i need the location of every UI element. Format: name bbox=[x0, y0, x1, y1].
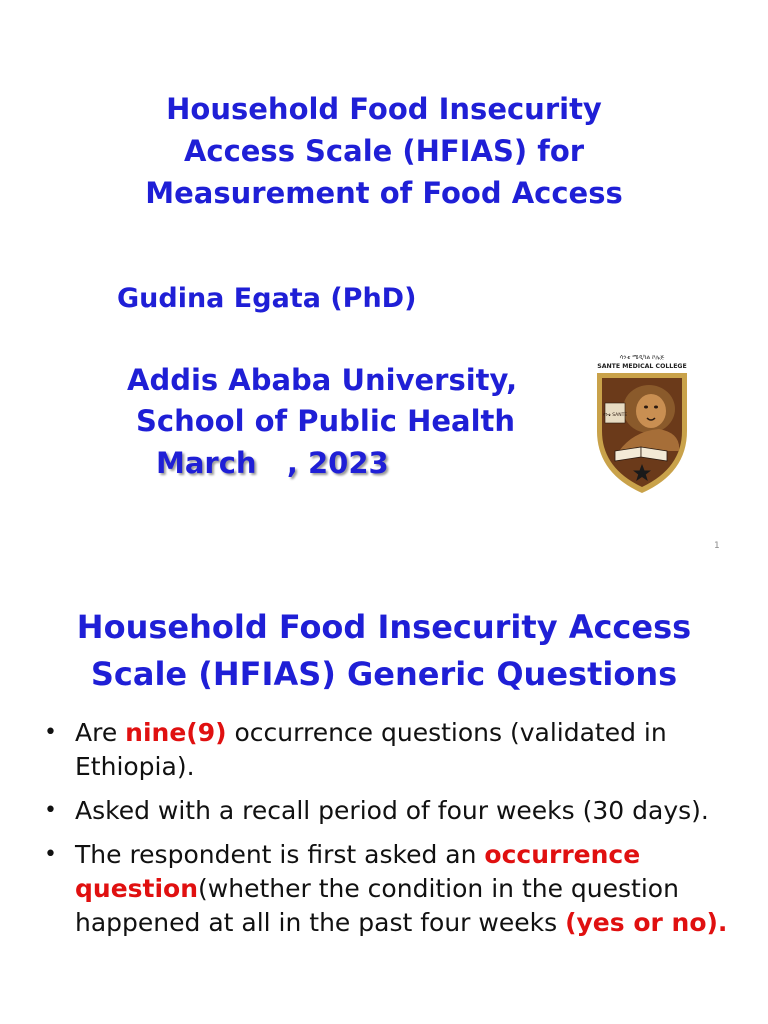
bullet-list bbox=[40, 716, 730, 950]
bullet-text: Are bbox=[75, 718, 126, 747]
slide-2-title bbox=[0, 604, 768, 698]
title-line-2: Access Scale (HFIAS) for bbox=[183, 134, 585, 168]
bullet-text: The respondent is first asked an bbox=[75, 840, 485, 869]
slide-2 bbox=[0, 576, 768, 1024]
bullet-item bbox=[40, 838, 730, 940]
title-line-1: Household Food Insecurity bbox=[166, 92, 602, 126]
bullet-icon: • bbox=[44, 720, 57, 745]
logo-amharic-text: ሳንቴ ሜዲካል ኮሌጅ bbox=[619, 354, 665, 361]
bullet-highlight: occurrence question bbox=[75, 840, 641, 903]
bullet-icon: • bbox=[44, 842, 57, 867]
author-name: Gudina Egata (PhD) bbox=[117, 283, 417, 314]
bullet-item bbox=[40, 716, 730, 784]
page-number: 1 bbox=[714, 541, 720, 551]
slide-1-title bbox=[0, 88, 768, 214]
title-line-1: Household Food Insecurity Access bbox=[76, 608, 692, 646]
logo-college-name: SANTE MEDICAL COLLEGE bbox=[597, 363, 687, 370]
bullet-text: (whether the condition in the question happened at all in the past four weeks bbox=[75, 874, 679, 937]
bullet-highlight: (yes or no). bbox=[565, 908, 728, 937]
affiliation-university: Addis Ababa University, bbox=[127, 363, 518, 397]
title-line-2: Scale (HFIAS) Generic Questions bbox=[90, 655, 678, 693]
bullet-icon: • bbox=[44, 798, 57, 823]
affiliation-school: School of Public Health bbox=[136, 404, 516, 438]
logo-emblem-text: ሳንቴ SANTE bbox=[602, 413, 628, 418]
sante-medical-college-logo bbox=[589, 351, 695, 496]
bullet-item bbox=[40, 794, 730, 828]
title-line-3: Measurement of Food Access bbox=[145, 176, 623, 210]
presentation-date: March , 2023 bbox=[156, 446, 389, 480]
bullet-highlight: nine(9) bbox=[125, 718, 227, 747]
lion-face-icon bbox=[636, 394, 666, 428]
bullet-text: occurrence questions (validated in Ethiopia). bbox=[75, 718, 667, 781]
bullet-text: Asked with a recall period of four weeks (30 days). bbox=[75, 796, 709, 825]
